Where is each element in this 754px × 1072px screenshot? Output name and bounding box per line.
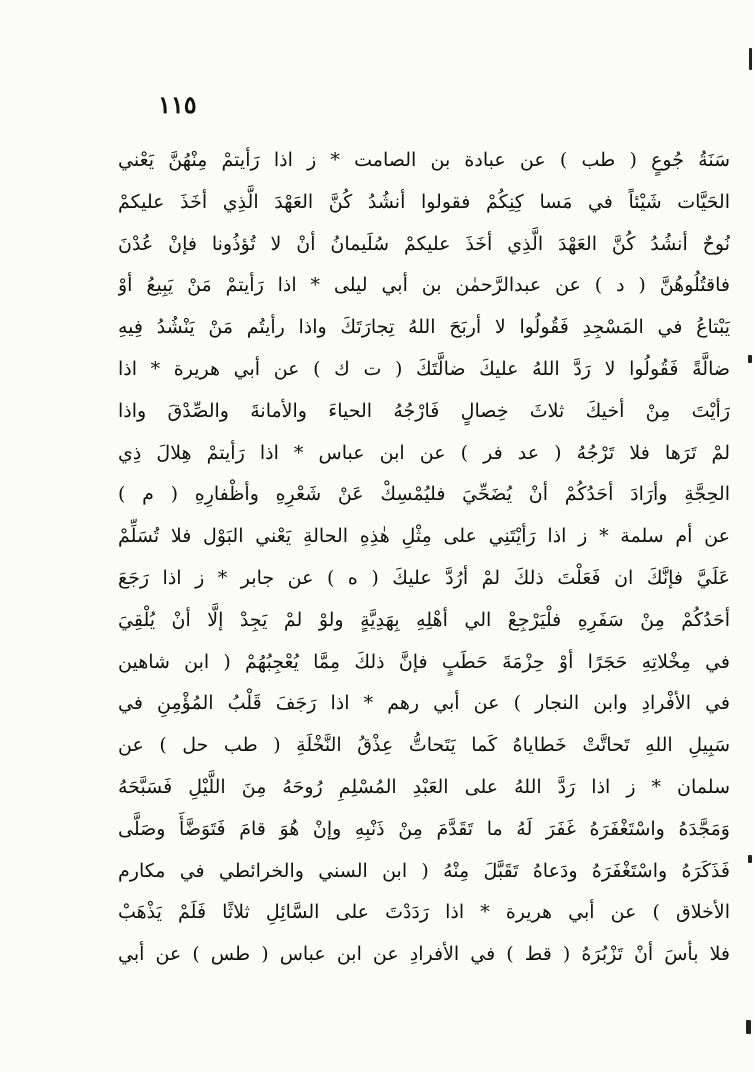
text-line: لمْ تَرَها فلا تَرْجُهُ ( عد فر ) عن ابن عباس * اذا رَأيتمْ هِلالَ ذِي [118, 441, 730, 464]
text-line: الحِجَّةِ وأرَادَ أحَدُكُمْ أنْ يُضَحِّيَ فليُمْسِكْ عَنْ شَعْرِهِ وأظْفارِهِ ( م ) [118, 483, 730, 506]
page-number: ١١٥ [158, 90, 197, 119]
text-line: عن أم سلمة * ز اذا رَأيْتَنِي على مِثْلِ هٰذِهِ الحالةِ يَعْني البَوْل فلا تُسَلِّمْ [118, 525, 730, 548]
scan-edge-mark [746, 1020, 751, 1034]
text-line: وَمَجَّدَهُ واسْتَغْفَرَهُ غَفَرَ لَهُ ما تَقَدَّمَ مِنْ ذَنْبِهِ وإنْ هُوَ قامَ فَتَوَضَّأَ وصَلَّى [118, 817, 730, 840]
text-line: فَذَكَرَهُ واسْتَغْفَرَهُ ودَعاهُ تَقَبَّلَ مِنْهُ ( ابن السني والخرائطي في مكارم [118, 859, 730, 882]
text-line: نُوحٌ أنشُدُ كُنَّ العَهْدَ الَّذِي أخَذَ عليكمْ سُلَيمانُ أنْ لا تُؤذُونا فإنْ عُدْنَ [118, 232, 730, 255]
scan-edge-mark [749, 48, 752, 70]
text-line: في مِخْلاتِهِ حَجَرًا أوْ حِزْمَةَ حَطَبٍ فإنَّ ذلكَ مِمَّا يُعْجِبُهُمْ ( ابن شاهين [118, 650, 730, 673]
text-line: الحَيَّات شَيْئاً في مَسا كِنِكُمْ فقولوا أنشُدُ كُنَّ العَهْدَ الَّذِي أخَذَ عليكمْ [118, 190, 730, 213]
text-line: سلمان * ز اذا رَدَّ اللهُ على العَبْدِ المُسْلِمِ رُوحَهُ مِنَ اللَّيْلِ فَسَبَّحَهُ [118, 775, 730, 798]
text-line: عَلَيَّ فإنَّكَ ان فَعَلْتَ ذلكَ لمْ أرُدَّ عليكَ ( ه ) عن جابر * ز اذا رَجَعَ [118, 566, 730, 589]
text-line: فلا بأسَ أنْ تَزْبُرَهُ ( قط ) في الأفرادِ عن ابن عباس ( طس ) عن أبي [118, 943, 730, 966]
scan-edge-mark [748, 355, 752, 363]
text-line: أحَدُكُمْ مِنْ سَفَرِهِ فلْيَرْجِعْ الي أهْلِهِ بِهَدِيَّةٍ ولوْ لمْ يَجِدْ إلَّا أنْ يُلْقِيَ [118, 608, 730, 631]
text-line: سَبِيلِ اللهِ تَحاتَّتْ خَطاياهُ كَما يَتَحاتُّ عِذْقُ النَّخْلَةِ ( طب حل ) عن [118, 734, 730, 757]
text-line: سَنَةُ جُوعٍ ( طب ) عن عبادة بن الصامت * ز اذا رَأيتمْ مِنْهُنَّ يَعْني [118, 149, 730, 171]
text-line: يَبْتاعُ في المَسْجِدِ فَقُولُوا لا أربَحَ اللهُ تِجارَتَكَ واذا رأيتُم مَنْ يَنْشُدُ فِيهِ [118, 316, 730, 339]
text-line: رَأيْتَ مِنْ أخيكَ ثلاثَ خِصالٍ فَارْجُهُ الحياءَ والأمانةَ والصِّدْقَ واذا [118, 399, 730, 422]
body-text [118, 140, 730, 976]
text-line: ضالَّةً فَقُولُوا لا رَدَّ اللهُ عليكَ ضالَّتَكَ ( ت ك ) عن أبي هريرة * اذا [118, 357, 730, 380]
scan-edge-mark [748, 855, 752, 863]
text-line: الأخلاق ) عن أبي هريرة * اذا رَدَدْتَ على السَّائِلِ ثلاثًا فَلَمْ يَذْهَبْ [118, 901, 730, 924]
text-line: فاقتُلُوهُنَّ ( د ) عن عبدالرَّحمٰن بن أبي ليلى * اذا رَأيتمْ مَنْ يَبِيعُ أوْ [118, 274, 730, 297]
text-line: في الأفْرادِ وابن النجار ) عن أبي رهم * اذا رَجَفَ قَلْبُ المُؤْمِنِ في [118, 692, 730, 715]
